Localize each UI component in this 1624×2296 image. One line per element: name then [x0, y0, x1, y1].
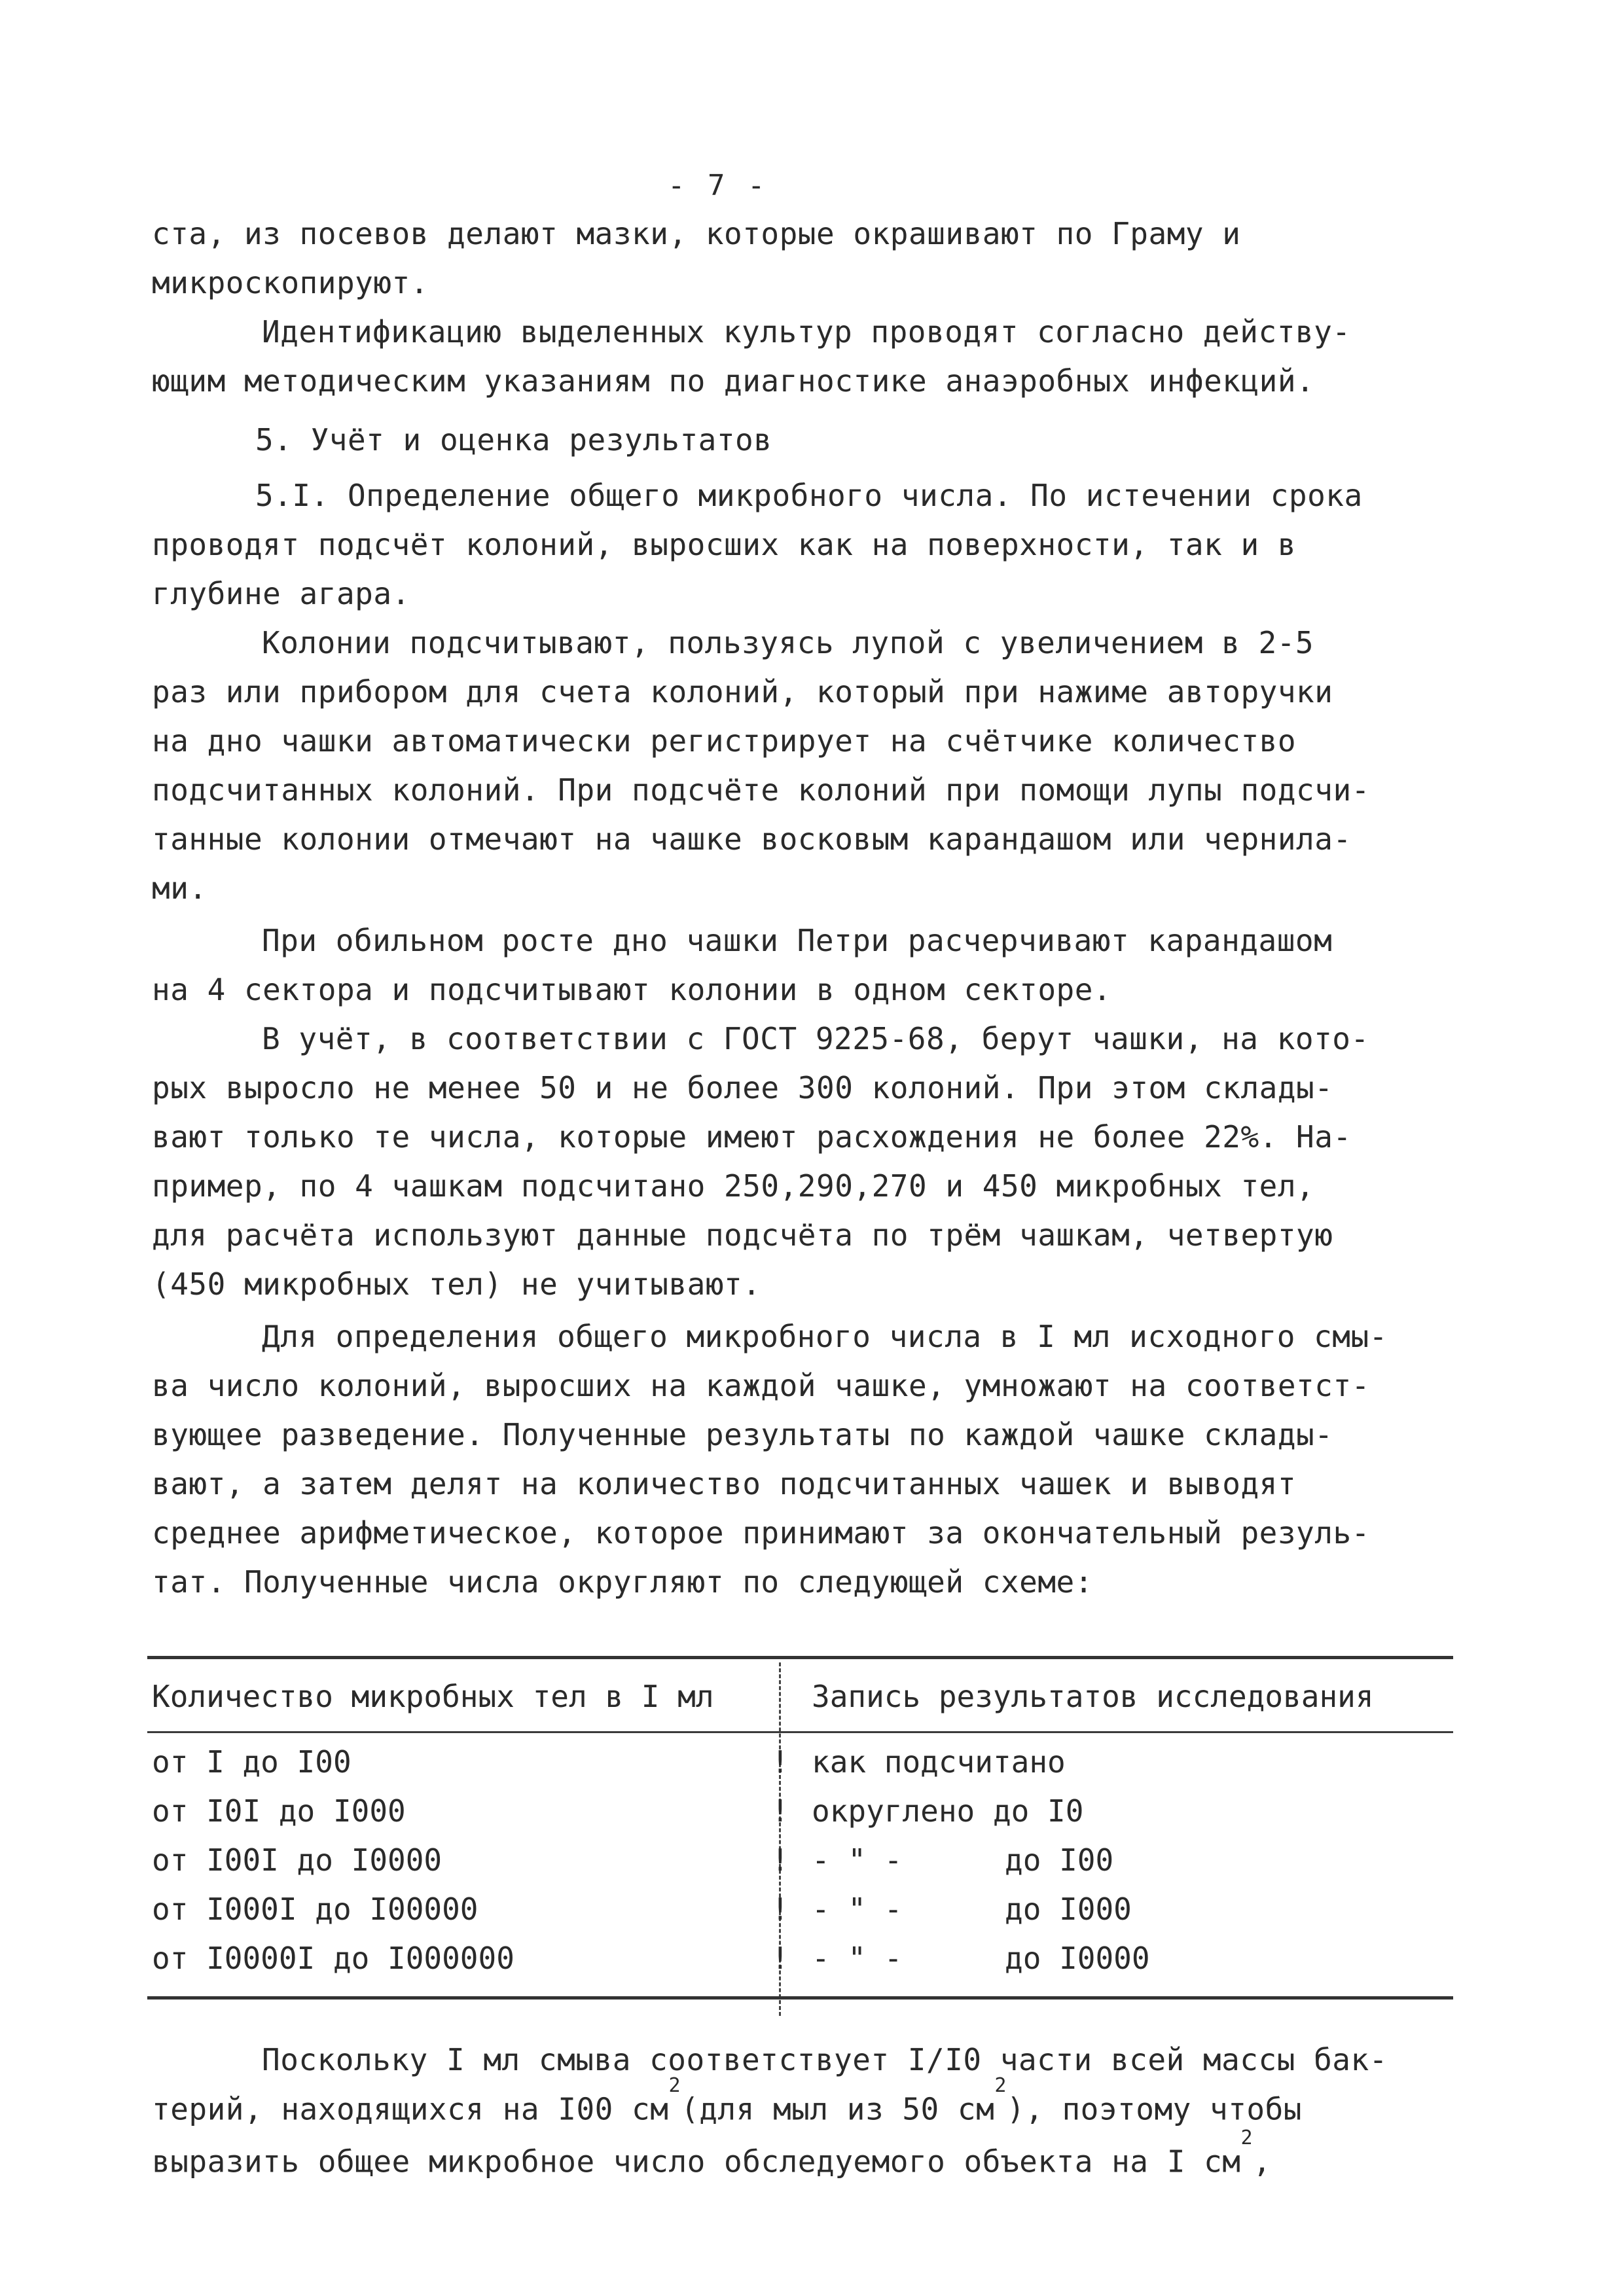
text-line: Колонии подсчитывают, пользуясь лупой с увеличением в 2-5: [262, 625, 1314, 660]
text-line: вующее разведение. Полученные результаты по каждой чашке склады-: [152, 1417, 1333, 1452]
table-cell-record: округлено до I0: [812, 1793, 1084, 1829]
table-cell-record: как подсчитано: [812, 1744, 1066, 1780]
table-cell-range: от I00I до I0000: [152, 1842, 442, 1878]
text-line: раз или прибором для счета колоний, который при нажиме авторучки: [152, 674, 1333, 709]
text-line: подсчитанных колоний. При подсчёте колоний при помощи лупы подсчи-: [152, 772, 1370, 808]
page-number: - 7 -: [668, 169, 768, 202]
text-line: среднее арифметическое, которое принимают за окончательный резуль-: [152, 1515, 1370, 1551]
table-cell-range: от I0I до I000: [152, 1793, 406, 1829]
text-line: глубине агара.: [152, 576, 410, 611]
table-cell-target: до I00: [1005, 1842, 1114, 1878]
text-line: В учёт, в соответствии с ГОСТ 9225-68, берут чашки, на кото-: [262, 1021, 1369, 1056]
text-line: Поскольку I мл смыва соответствует I/I0 части всей массы бак-: [262, 2042, 1388, 2077]
text-line: вают только те числа, которые имеют расхождения не более 22%. На-: [152, 1119, 1352, 1155]
table-header-rule: [147, 1731, 1453, 1733]
table-cell-target: до I0000: [1005, 1941, 1150, 1976]
text-line: 5.I. Определение общего микробного числа. По истечении срока: [255, 478, 1363, 513]
table-cell-range: от I до I00: [152, 1744, 352, 1780]
table-cell-target: до I000: [1005, 1892, 1132, 1927]
table-top-rule: [147, 1656, 1453, 1659]
table-bottom-rule: [147, 1996, 1453, 2000]
table-cell-separator: !: [771, 1892, 789, 1927]
text-line: (450 микробных тел) не учитывают.: [152, 1266, 761, 1302]
text-line: рых выросло не менее 50 и не более 300 колоний. При этом склады-: [152, 1070, 1333, 1105]
text-line: Идентификацию выделенных культур проводят согласно действу-: [262, 314, 1351, 350]
table-cell-record: - " -: [812, 1941, 903, 1976]
text-line: ми.: [152, 870, 208, 906]
table-cell-range: от I000I до I00000: [152, 1892, 478, 1927]
text-line: ста, из посевов делают мазки, которые окрашивают по Граму и: [152, 216, 1241, 251]
text-line: вают, а затем делят на количество подсчитанных чашек и выводят: [152, 1466, 1297, 1501]
table-cell-separator: !: [771, 1842, 789, 1878]
text-line: тат. Полученные числа округляют по следующей схеме:: [152, 1564, 1093, 1600]
text-line: танные колонии отмечают на чашке восковым карандашом или чернила-: [152, 821, 1352, 857]
table-header-count: Количество микробных тел в I мл: [152, 1679, 714, 1714]
table-cell-record: - " -: [812, 1842, 903, 1878]
text-fragment: ,: [1253, 2144, 1272, 2179]
table-cell-record: - " -: [812, 1892, 903, 1927]
text-line: на дно чашки автоматически регистрирует на счётчике количество: [152, 723, 1297, 759]
text-line: Для определения общего микробного числа в I мл исходного смы-: [262, 1319, 1388, 1354]
table-cell-separator: !: [771, 1941, 789, 1976]
text-line: проводят подсчёт колоний, выросших как на поверхности, так и в: [152, 527, 1297, 562]
text-line: ва число колоний, выросших на каждой чашке, умножают на соответст-: [152, 1368, 1370, 1403]
table-cell-range: от I0000I до I000000: [152, 1941, 514, 1976]
text-fragment: (для мыл из 50 см: [681, 2091, 995, 2127]
text-line: пример, по 4 чашкам подсчитано 250,290,270 и 450 микробных тел,: [152, 1168, 1315, 1204]
table-cell-separator: !: [771, 1744, 789, 1780]
superscript: 2: [994, 2074, 1007, 2097]
table-cell-separator: !: [771, 1793, 789, 1829]
superscript: 2: [668, 2074, 681, 2097]
text-fragment: ), поэтому чтобы: [1006, 2091, 1302, 2127]
text-line: для расчёта используют данные подсчёта по трём чашкам, четвертую: [152, 1217, 1333, 1253]
superscript: 2: [1240, 2126, 1254, 2149]
text-line: [152, 2126, 1272, 2179]
text-line: При обильном росте дно чашки Петри расчерчивают карандашом: [262, 923, 1333, 958]
text-fragment: терий, находящихся на I00 см: [152, 2091, 669, 2127]
text-line: [152, 2074, 1302, 2127]
text-line: ющим методическим указаниям по диагностике анаэробных инфекций.: [152, 363, 1315, 399]
text-line: на 4 сектора и подсчитывают колонии в одном секторе.: [152, 972, 1112, 1007]
text-line: микроскопируют.: [152, 265, 429, 300]
table-header-record: Запись результатов исследования: [812, 1679, 1374, 1714]
section-heading: 5. Учёт и оценка результатов: [255, 422, 772, 457]
text-fragment: выразить общее микробное число обследуемого объекта на I см: [152, 2144, 1241, 2179]
